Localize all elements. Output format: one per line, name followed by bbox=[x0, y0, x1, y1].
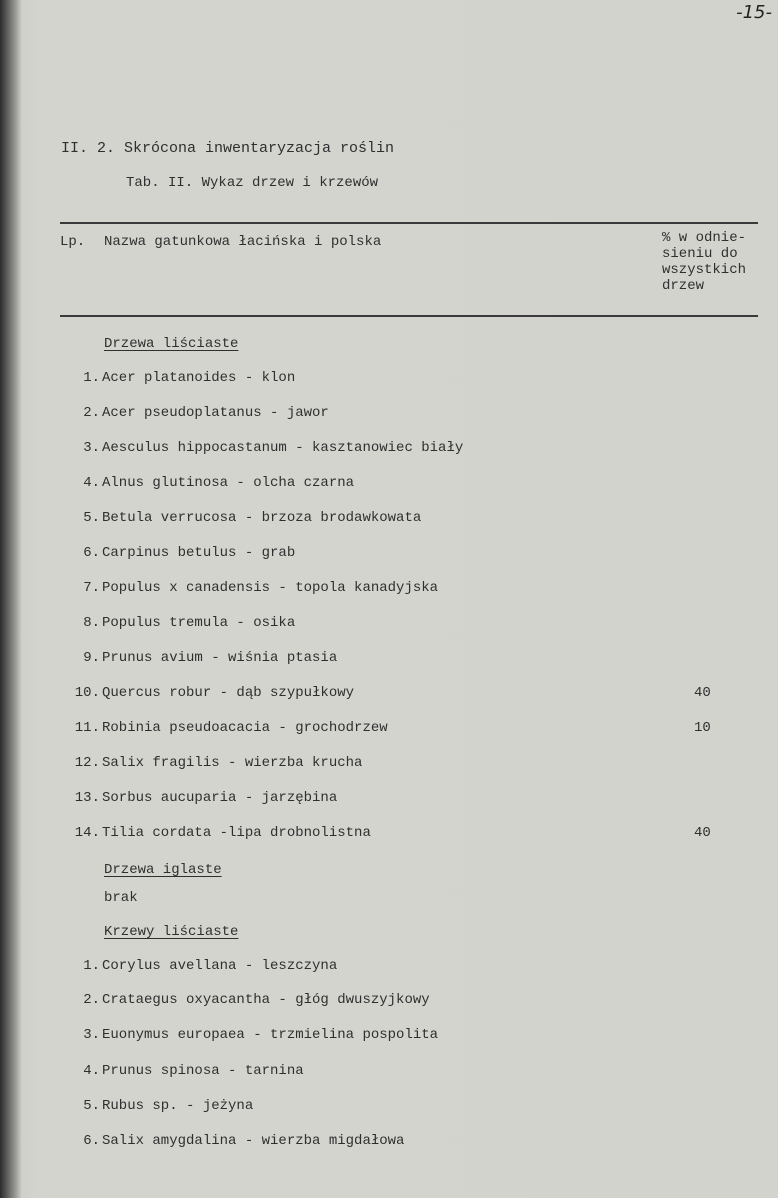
species-name: Prunus spinosa - tarnina bbox=[102, 1063, 304, 1079]
row-number: 5. bbox=[83, 1098, 100, 1114]
table-row bbox=[60, 580, 760, 600]
species-percent: 10 bbox=[694, 720, 711, 736]
page-number: -15- bbox=[736, 2, 772, 23]
row-number: 7. bbox=[83, 580, 100, 596]
row-number: 6. bbox=[83, 1133, 100, 1149]
species-name: Euonymus europaea - trzmielina pospolita bbox=[102, 1027, 439, 1043]
subheading-conifers: Drzewa iglaste bbox=[104, 862, 222, 878]
species-name: Tilia cordata -lipa drobnolistna bbox=[102, 825, 371, 841]
table-row bbox=[60, 992, 760, 1012]
species-name: Salix amygdalina - wierzba migdałowa bbox=[102, 1133, 405, 1149]
row-number: 3. bbox=[83, 440, 100, 456]
species-name: Acer platanoides - klon bbox=[102, 370, 296, 386]
row-number: 2. bbox=[83, 405, 100, 421]
header-lp: Lp. bbox=[60, 234, 86, 250]
row-number: 12. bbox=[74, 755, 100, 771]
table-row bbox=[60, 1063, 760, 1083]
species-name: Sorbus aucuparia - jarzębina bbox=[102, 790, 338, 806]
section-title: II. 2. Skrócona inwentaryzacja roślin bbox=[61, 140, 395, 157]
table-row bbox=[60, 1027, 760, 1047]
row-number: 8. bbox=[83, 615, 100, 631]
subheading-deciduous-shrubs: Krzewy liściaste bbox=[104, 924, 239, 940]
table-row bbox=[60, 720, 760, 740]
species-name: Salix fragilis - wierzba krucha bbox=[102, 755, 363, 771]
header-percent: % w odnie- sieniu do wszystkich drzew bbox=[662, 230, 747, 294]
table-row bbox=[60, 790, 760, 810]
table-row bbox=[60, 958, 760, 978]
table-header-rule bbox=[60, 315, 758, 317]
species-name: Corylus avellana - leszczyna bbox=[102, 958, 338, 974]
species-name: Prunus avium - wiśnia ptasia bbox=[102, 650, 338, 666]
row-number: 1. bbox=[83, 370, 100, 386]
conifers-note: brak bbox=[104, 890, 138, 906]
row-number: 13. bbox=[74, 790, 100, 806]
table-row bbox=[60, 510, 760, 530]
row-number: 3. bbox=[83, 1027, 100, 1043]
table-top-rule bbox=[60, 222, 758, 224]
species-percent: 40 bbox=[694, 825, 711, 841]
species-name: Aesculus hippocastanum - kasztanowiec biały bbox=[102, 440, 464, 456]
row-number: 10. bbox=[74, 685, 100, 701]
table-row bbox=[60, 545, 760, 565]
table-row bbox=[60, 1133, 760, 1153]
table-row bbox=[60, 755, 760, 775]
header-name: Nazwa gatunkowa łacińska i polska bbox=[104, 234, 382, 250]
species-percent: 40 bbox=[694, 685, 711, 701]
binding-edge bbox=[0, 0, 22, 1198]
row-number: 5. bbox=[83, 510, 100, 526]
species-name: Acer pseudoplatanus - jawor bbox=[102, 405, 329, 421]
table-title: Tab. II. Wykaz drzew i krzewów bbox=[126, 175, 379, 191]
subheading-deciduous-trees: Drzewa liściaste bbox=[104, 336, 239, 352]
species-name: Crataegus oxyacantha - głóg dwuszyjkowy bbox=[102, 992, 430, 1008]
table-row bbox=[60, 685, 760, 705]
table-row bbox=[60, 825, 760, 845]
row-number: 11. bbox=[74, 720, 100, 736]
table-row bbox=[60, 1098, 760, 1118]
species-name: Populus tremula - osika bbox=[102, 615, 296, 631]
table-row bbox=[60, 370, 760, 390]
species-name: Rubus sp. - jeżyna bbox=[102, 1098, 254, 1114]
table-row bbox=[60, 615, 760, 635]
table-row bbox=[60, 405, 760, 425]
species-name: Carpinus betulus - grab bbox=[102, 545, 296, 561]
row-number: 2. bbox=[83, 992, 100, 1008]
table-row bbox=[60, 475, 760, 495]
species-name: Robinia pseudoacacia - grochodrzew bbox=[102, 720, 388, 736]
row-number: 4. bbox=[83, 475, 100, 491]
table-row bbox=[60, 650, 760, 670]
row-number: 4. bbox=[83, 1063, 100, 1079]
row-number: 6. bbox=[83, 545, 100, 561]
row-number: 1. bbox=[83, 958, 100, 974]
species-name: Alnus glutinosa - olcha czarna bbox=[102, 475, 355, 491]
species-name: Quercus robur - dąb szypułkowy bbox=[102, 685, 355, 701]
species-name: Betula verrucosa - brzoza brodawkowata bbox=[102, 510, 422, 526]
row-number: 9. bbox=[83, 650, 100, 666]
table-row bbox=[60, 440, 760, 460]
row-number: 14. bbox=[74, 825, 100, 841]
species-name: Populus x canadensis - topola kanadyjska bbox=[102, 580, 439, 596]
